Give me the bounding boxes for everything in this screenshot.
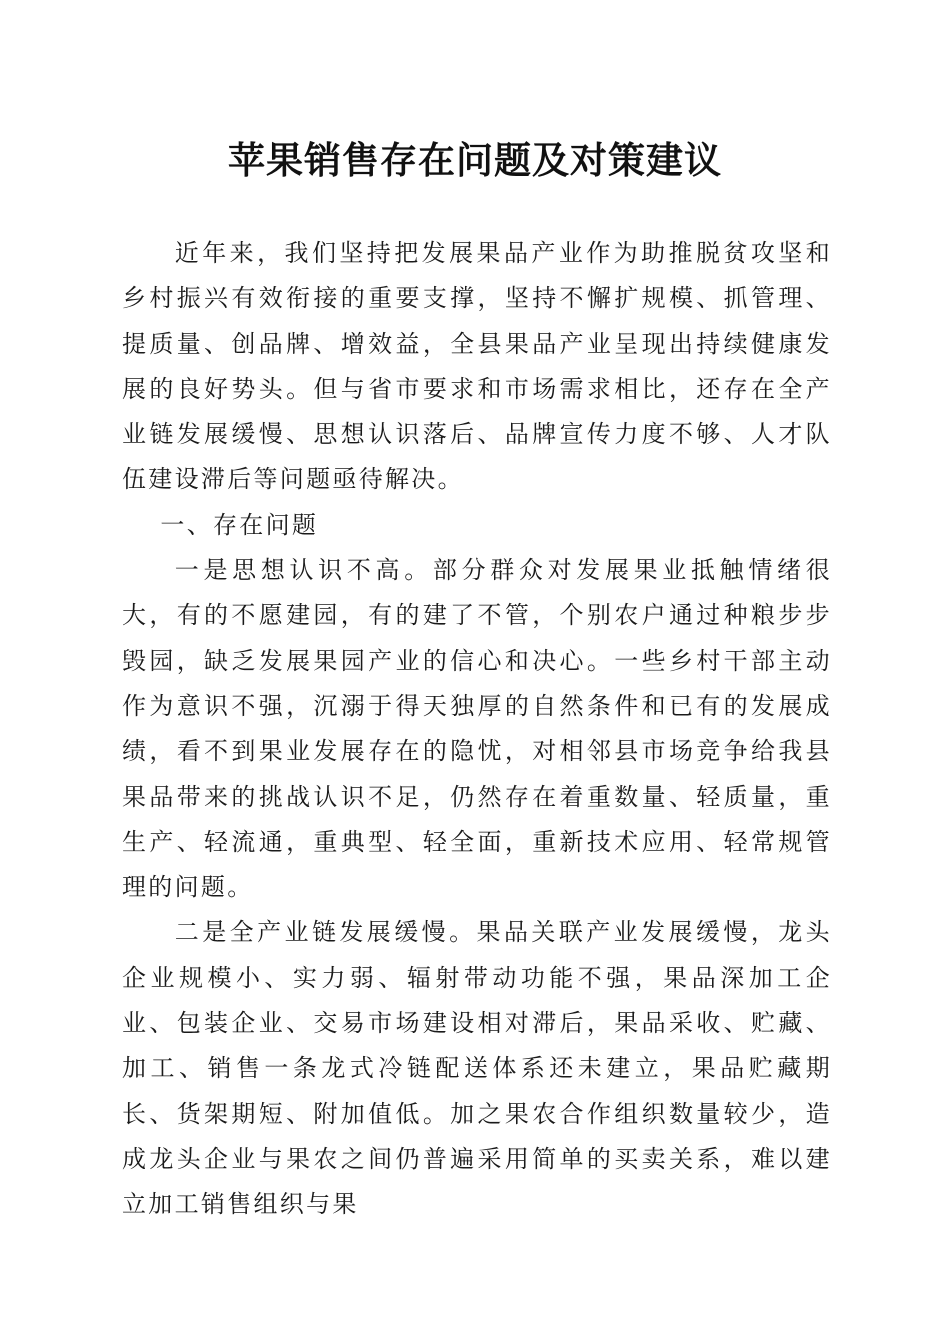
problem-1-lead: 一是思想认识不高。 bbox=[174, 556, 433, 585]
problem-2-lead: 二是全产业链发展缓慢。 bbox=[174, 918, 477, 947]
document-title: 苹果销售存在问题及对策建议 bbox=[228, 138, 722, 182]
document-body bbox=[122, 231, 832, 1228]
section-heading-problems: 一、存在问题 bbox=[160, 510, 319, 539]
problem-1-text: 部分群众对发展果业抵触情绪很大，有的不愿建园，有的建了不管，个别农户通过种粮步步毁园，缺乏发展果园产业的信心和决心。一些乡村干部主动作为意识不强，沉溺于得天独厚的自然条件和已有的发展成绩，看不到果业发展存在的隐忧，对相邻县市场竞争给我县果品带来的挑战认识不足，仍然存在着重数量、轻质量，重生产、轻流通，重典型、轻全面，重新技术应用、轻常规管理的问题。 bbox=[122, 556, 832, 902]
problem-paragraph-2 bbox=[122, 910, 832, 1227]
intro-paragraph: 近年来，我们坚持把发展果品产业作为助推脱贫攻坚和乡村振兴有效衔接的重要支撑，坚持不懈扩规模、抓管理、提质量、创品牌、增效益，全县果品产业呈现出持续健康发展的良好势头。但与省市要求和市场需求相比，还存在全产业链发展缓慢、思想认识落后、品牌宣传力度不够、人才队伍建设滞后等问题亟待解决。 bbox=[122, 239, 832, 494]
problem-paragraph-1 bbox=[122, 548, 832, 910]
problem-2-text: 果品关联产业发展缓慢，龙头企业规模小、实力弱、辐射带动功能不强，果品深加工企业、包装企业、交易市场建设相对滞后，果品采收、贮藏、加工、销售一条龙式冷链配送体系还未建立，果品贮藏期长、货架期短、附加值低。加之果农合作组织数量较少，造成龙头企业与果农之间仍普遍采用简单的买卖关系，难以建立加工销售组织与果 bbox=[122, 918, 832, 1219]
